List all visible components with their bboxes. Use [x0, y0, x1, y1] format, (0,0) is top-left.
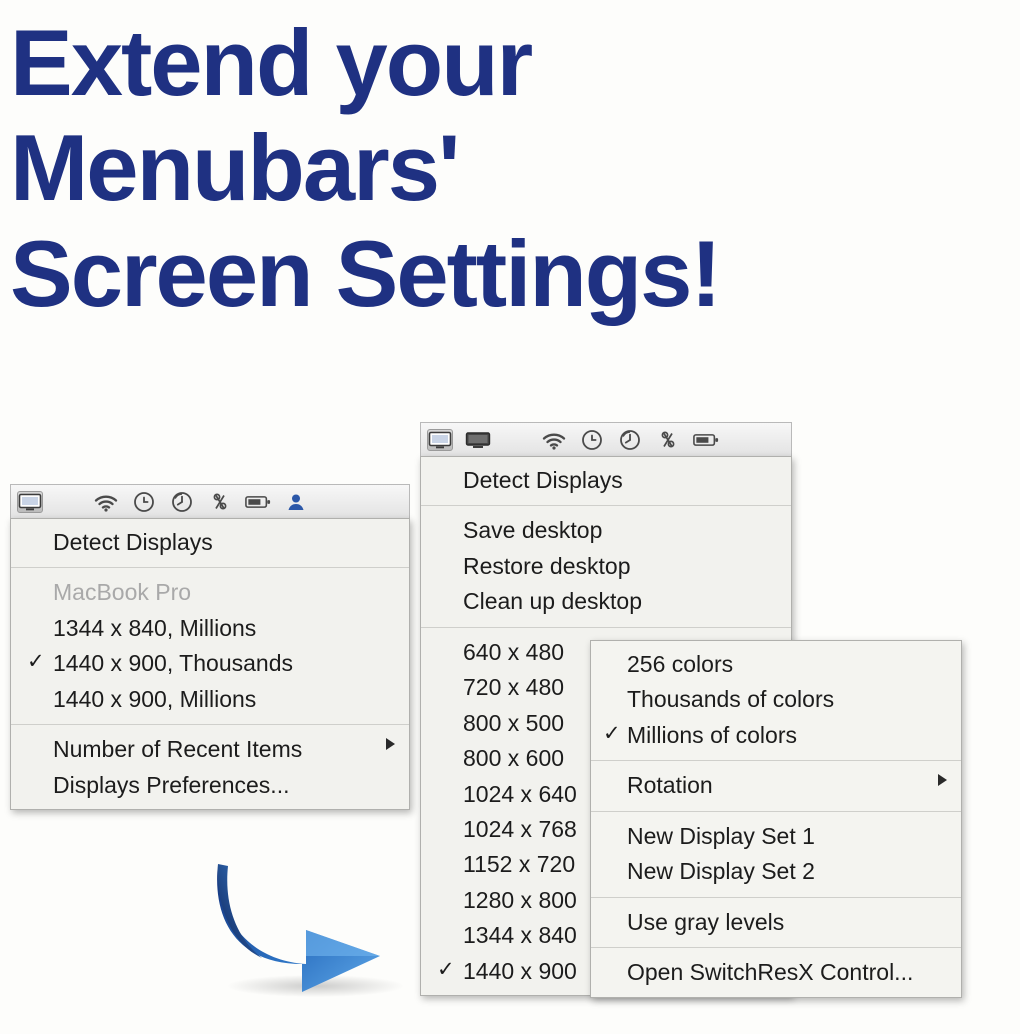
- menu-item-detect-displays[interactable]: Detect Displays: [463, 467, 623, 493]
- menu-item-label: 1024 x 640: [463, 780, 577, 807]
- menu-item-label: Rotation: [627, 772, 713, 799]
- switchresx-display-menu[interactable]: [10, 518, 410, 810]
- menu-separator: [591, 811, 961, 812]
- menu-separator: [421, 627, 791, 628]
- menu-separator: [591, 947, 961, 948]
- menu-item-label: 800 x 500: [463, 709, 565, 736]
- menu-item-label: 1440 x 900, Millions: [53, 685, 257, 712]
- menu-item-resolution[interactable]: [11, 646, 409, 681]
- user-icon[interactable]: [283, 491, 309, 513]
- menubar-strip-display[interactable]: [10, 484, 410, 518]
- battery-icon[interactable]: [693, 429, 719, 451]
- menu-item-label: 1344 x 840: [463, 922, 577, 949]
- menu-item-label: 1280 x 800: [463, 886, 577, 913]
- wifi-icon[interactable]: [93, 491, 119, 513]
- time-machine-icon[interactable]: [617, 429, 643, 451]
- battery-icon[interactable]: [245, 491, 271, 513]
- menu-separator: [421, 505, 791, 506]
- menu-separator: [11, 567, 409, 568]
- chevron-right-icon: [386, 738, 395, 750]
- page-title-line-1: Extend your: [10, 10, 532, 115]
- display-icon[interactable]: [427, 429, 453, 451]
- menu-item-clean-up-desktop[interactable]: Clean up desktop: [463, 588, 643, 615]
- menu-item-label: 256 colors: [627, 651, 734, 677]
- check-icon: ✓: [603, 721, 621, 745]
- page-title: [10, 10, 940, 326]
- check-icon: ✓: [437, 957, 455, 981]
- menu-item-resolution[interactable]: [11, 682, 409, 717]
- menu-item-label: 640 x 480: [463, 638, 565, 665]
- page-title-line-3: Screen Settings!: [10, 220, 720, 326]
- menu-item-label: 1440 x 900, Thousands: [53, 650, 293, 677]
- wifi-icon[interactable]: [541, 429, 567, 451]
- menu-item-open-switchresx-control[interactable]: Open SwitchResX Control...: [627, 959, 914, 986]
- clock-icon[interactable]: [579, 429, 605, 451]
- clock-icon[interactable]: [131, 491, 157, 513]
- menu-item-color-depth[interactable]: [591, 718, 961, 753]
- display-icon[interactable]: [17, 491, 43, 513]
- curved-arrow-graphic: [210, 852, 410, 997]
- menu-section-display-name: MacBook Pro: [53, 579, 192, 606]
- menu-item-color-depth[interactable]: [591, 647, 961, 682]
- menu-item-use-gray-levels[interactable]: Use gray levels: [627, 908, 785, 935]
- menu-item-label: 720 x 480: [463, 674, 565, 701]
- menu-item-new-display-set-2[interactable]: New Display Set 2: [627, 858, 815, 885]
- menu-item-resolution[interactable]: [11, 611, 409, 646]
- menu-item-save-desktop[interactable]: Save desktop: [463, 517, 603, 544]
- menu-item-detect-displays[interactable]: Detect Displays: [53, 529, 213, 555]
- menu-separator: [11, 724, 409, 725]
- bluetooth-icon[interactable]: [207, 491, 233, 513]
- time-machine-icon[interactable]: [169, 491, 195, 513]
- menu-item-label: 1344 x 840, Millions: [53, 614, 257, 641]
- menu-item-label: 1024 x 768: [463, 815, 577, 842]
- menubar-strip-desktop[interactable]: [420, 422, 792, 456]
- bluetooth-icon[interactable]: [655, 429, 681, 451]
- chevron-right-icon: [938, 774, 947, 786]
- menu-item-label: Thousands of colors: [627, 686, 835, 713]
- monitor-icon[interactable]: [465, 429, 491, 451]
- menu-item-color-depth[interactable]: [591, 682, 961, 717]
- menu-item-rotation[interactable]: [591, 768, 961, 803]
- menu-item-restore-desktop[interactable]: Restore desktop: [463, 552, 631, 579]
- menu-item-new-display-set-1[interactable]: New Display Set 1: [627, 822, 815, 849]
- menu-item-label: Millions of colors: [627, 721, 797, 748]
- menu-item-label: 1152 x 720: [463, 851, 576, 878]
- menu-item-label: 800 x 600: [463, 745, 565, 772]
- menu-separator: [591, 897, 961, 898]
- switchresx-colors-menu[interactable]: [590, 640, 962, 998]
- menu-item-number-of-recent-items[interactable]: [11, 732, 409, 767]
- menu-item-displays-preferences[interactable]: Displays Preferences...: [53, 771, 290, 798]
- check-icon: ✓: [27, 650, 45, 674]
- menu-separator: [591, 760, 961, 761]
- menu-item-label: Number of Recent Items: [53, 736, 303, 763]
- menu-item-label: 1440 x 900: [463, 957, 577, 984]
- page-title-line-2: Menubars': [10, 115, 459, 221]
